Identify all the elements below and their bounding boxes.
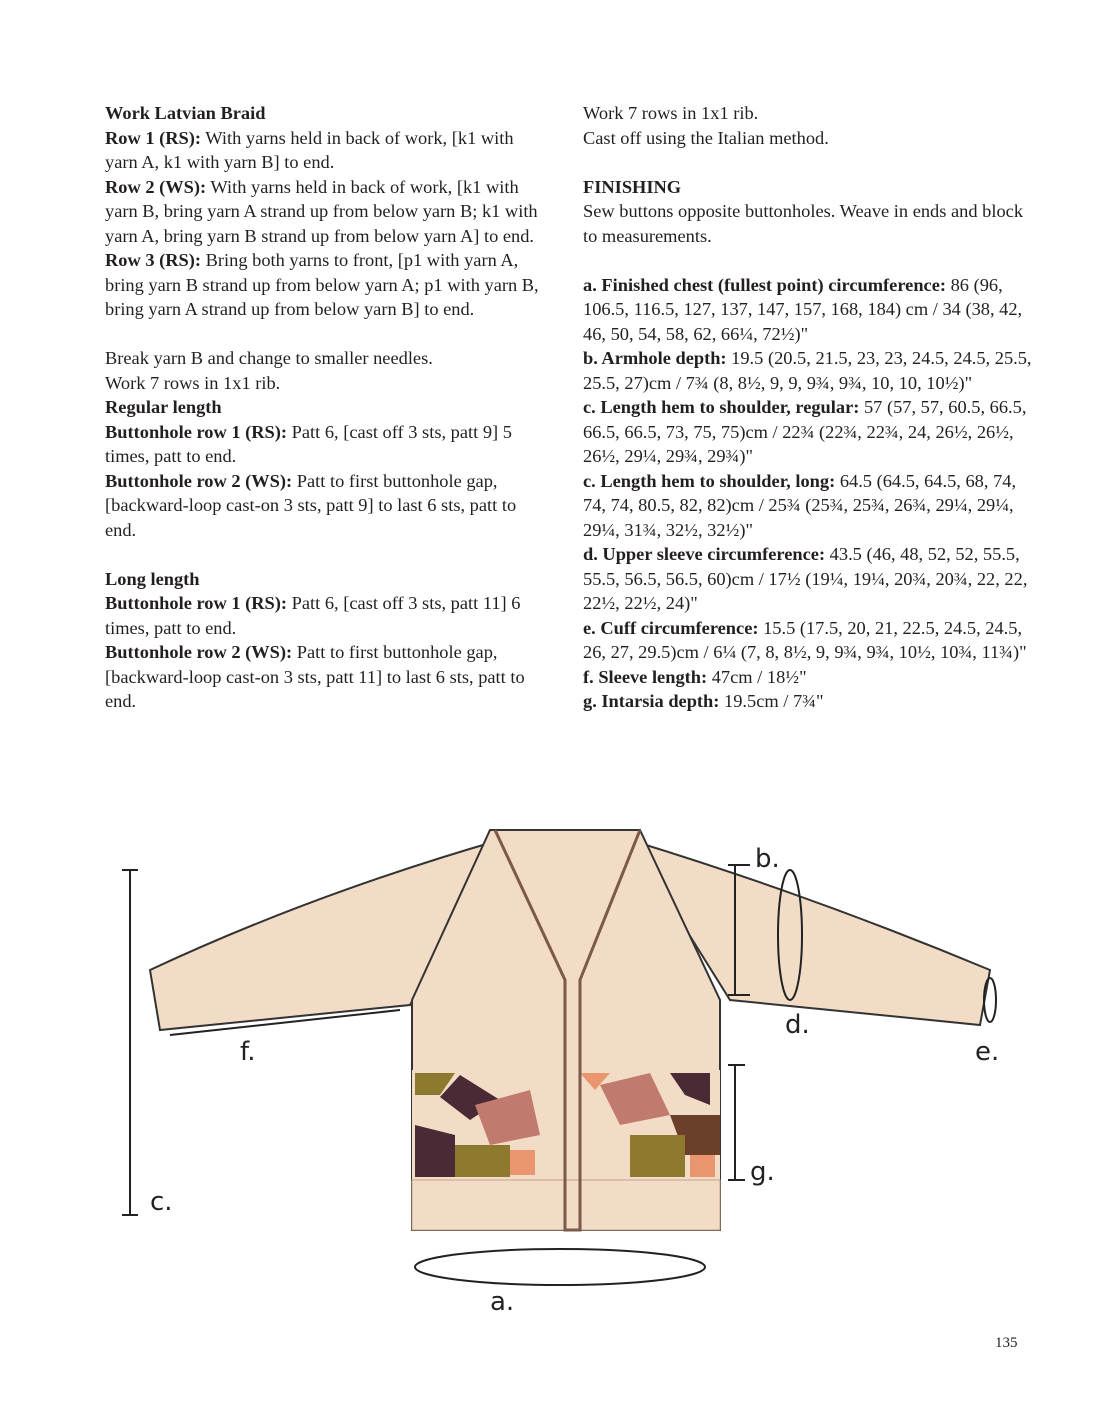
measurement-c-long: c. Length hem to shoulder, long: 64.5 (64.5, 64.5, 68, 74, 74, 74, 80.5, 82, 82)cm / 25¾ (25¾, 25¾, 26¾, 29¼, 29¼, 29¼, 31¾, 32½, 32½)" [583,470,1017,540]
label-a: a. [490,1287,515,1315]
long-buttonhole-row-1: Buttonhole row 1 (RS): Patt 6, [cast off 3 sts, patt 11] 6 times, patt to end. [105,593,521,638]
row-1-instruction: Row 1 (RS): With yarns held in back of work, [k1 with yarn A, k1 with yarn B] to end. [105,127,514,172]
finishing-heading: FINISHING [583,176,682,197]
braid-heading: Work Latvian Braid [105,103,266,123]
left-column [105,101,545,714]
finishing-text: Sew buttons opposite buttonholes. Weave in ends and block to measurements. [583,201,1024,246]
label-d: d. [785,1010,810,1040]
long-buttonhole-row-2: Buttonhole row 2 (WS): Patt to first buttonhole gap, [backward-loop cast-on 3 sts, patt 11] to last 6 sts, patt to end. [105,642,525,711]
label-e: e. [975,1037,1000,1067]
long-length-heading: Long length [105,568,200,589]
measurement-g: g. Intarsia depth: 19.5cm / 7¾" [583,691,824,711]
label-g: g. [750,1157,775,1187]
row-3-instruction: Row 3 (RS): Bring both yarns to front, [p1 with yarn A, bring yarn B strand up from below yarn A; p1 with yarn B, bring yarn A strand up from below yarn B] to end. [105,250,539,319]
label-b: b. [755,844,780,874]
measurement-a: a. Finished chest (fullest point) circumference: 86 (96, 106.5, 116.5, 127, 137, 147, 157, 168, 184) cm / 34 (38, 42, 46, 50, 54, 58, 62, 66¼, 72½)" [583,274,1023,344]
regular-length-heading: Regular length [105,397,222,417]
cast-off-instruction: Cast off using the Italian method. [583,127,829,148]
work-rib-instruction: Work 7 rows in 1x1 rib. [105,372,281,393]
row-2-instruction: Row 2 (WS): With yarns held in back of work, [k1 with yarn B, bring yarn A strand up from below yarn B; k1 with yarn A, bring yarn B strand up from below yarn A] to end. [105,176,538,246]
right-column [583,101,1033,714]
regular-buttonhole-row-2: Buttonhole row 2 (WS): Patt to first buttonhole gap, [backward-loop cast-on 3 sts, patt 9] to last 6 sts, patt to end. [105,470,517,540]
page-number: 135 [995,1335,1018,1351]
regular-buttonhole-row-1: Buttonhole row 1 (RS): Patt 6, [cast off 3 sts, patt 9] 5 times, patt to end. [105,421,512,466]
rib-instruction: Work 7 rows in 1x1 rib. [583,103,759,123]
label-c: c. [150,1187,173,1217]
label-f: f. [240,1037,256,1067]
measurement-c-regular: c. Length hem to shoulder, regular: 57 (57, 57, 60.5, 66.5, 66.5, 66.5, 73, 75, 75)cm / 22¾ (22¾, 22¾, 24, 26½, 26½, 26½, 29¼, 29¾, 29¾)" [583,397,1027,466]
measurement-d: d. Upper sleeve circumference: 43.5 (46, 48, 52, 52, 55.5, 55.5, 56.5, 56.5, 60)cm / 17½ (19¼, 19¼, 20¾, 20¾, 22, 22, 22½, 22½, 24)" [583,544,1028,613]
measurement-f: f. Sleeve length: 47cm / 18½" [583,666,807,687]
break-yarn-instruction: Break yarn B and change to smaller needles. [105,348,433,368]
measurement-e: e. Cuff circumference: 15.5 (17.5, 20, 21, 22.5, 24.5, 24.5, 26, 27, 29.5)cm / 6¼ (7, 8, 8½, 9, 9¾, 9¾, 10½, 10¾, 11¾)" [583,617,1027,662]
cardigan-schematic [110,815,1030,1315]
measurement-b: b. Armhole depth: 19.5 (20.5, 21.5, 23, 23, 24.5, 24.5, 25.5, 25.5, 27)cm / 7¾ (8, 8½, 9, 9, 9¾, 9¾, 10, 10, 10½)" [583,348,1032,393]
